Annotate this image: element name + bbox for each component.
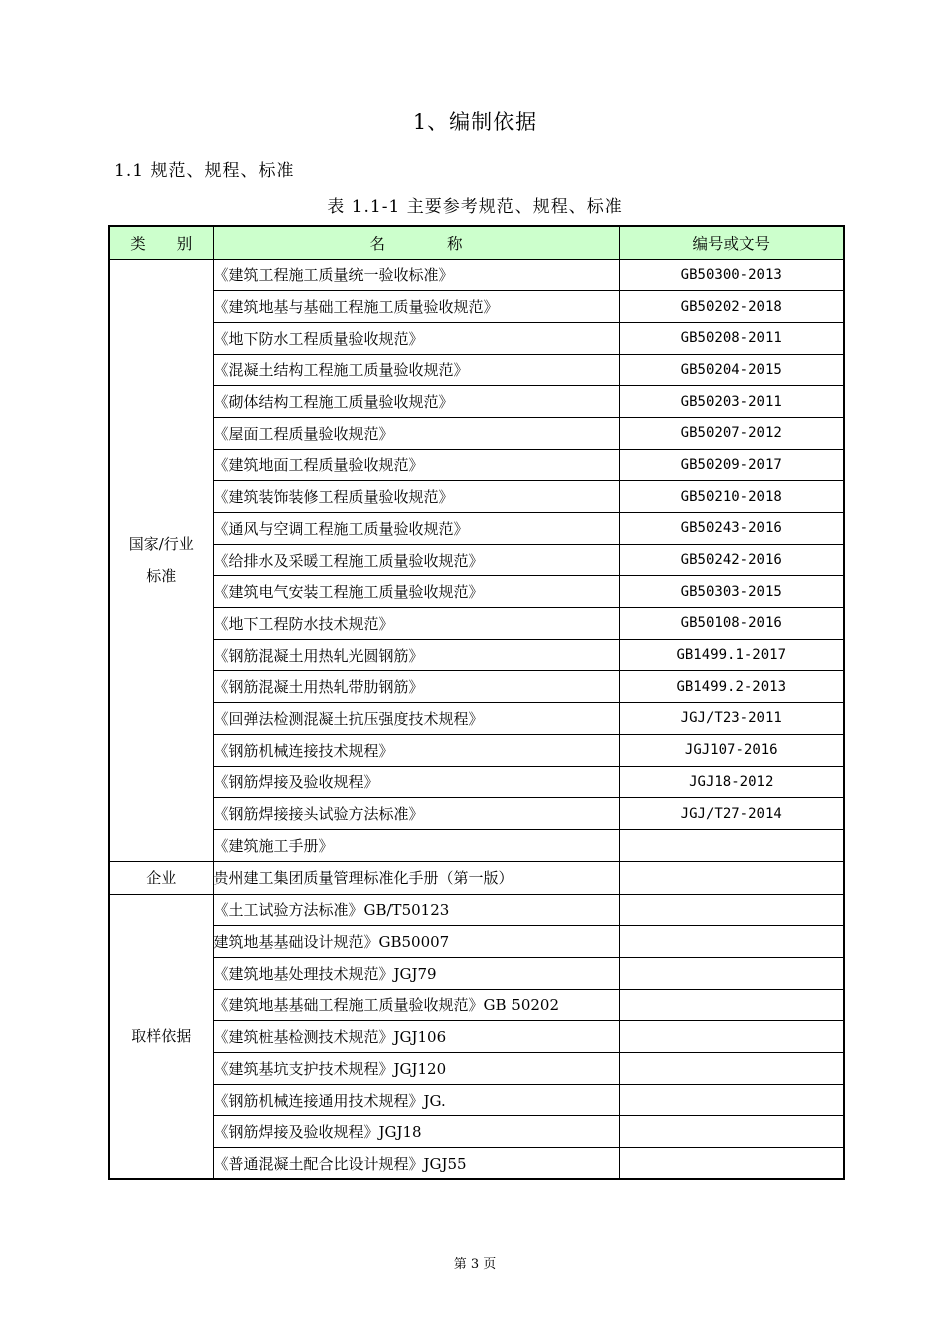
table-row: [109, 926, 844, 958]
table-row: [109, 259, 844, 291]
header-name: 名 称: [213, 226, 619, 259]
standard-name-cell: 贵州建工集团质量管理标准化手册（第一版）: [213, 861, 619, 894]
table-row: [109, 608, 844, 640]
table-row: [109, 703, 844, 735]
standard-name-cell: 《钢筋机械连接通用技术规程》JG.: [213, 1084, 619, 1116]
table-row: [109, 639, 844, 671]
table-row: [109, 1021, 844, 1053]
standard-name-cell: 《普通混凝土配合比设计规程》JGJ55: [213, 1148, 619, 1180]
standard-code-cell: GB50210-2018: [619, 481, 844, 513]
table-row: [109, 894, 844, 926]
standard-name-cell: 建筑地基基础设计规范》GB50007: [213, 926, 619, 958]
table-row: [109, 354, 844, 386]
standard-code-cell: GB50208-2011: [619, 322, 844, 354]
standard-code-cell: GB50300-2013: [619, 259, 844, 291]
table-row: [109, 291, 844, 323]
page-heading: 1、编制依据: [412, 110, 538, 134]
standard-name-cell: 《钢筋焊接及验收规程》: [213, 766, 619, 798]
standard-name-cell: 《建筑电气安装工程施工质量验收规范》: [213, 576, 619, 608]
table-row: [109, 449, 844, 481]
page-number: 第 3 页: [453, 1257, 497, 1272]
standard-name-cell: 《土工试验方法标准》GB/T50123: [213, 894, 619, 926]
table-row: [109, 829, 844, 861]
standard-code-cell: JGJ107-2016: [619, 734, 844, 766]
category-label: 国家/行业: [128, 535, 194, 554]
standard-code-cell: GB50202-2018: [619, 291, 844, 323]
table-header-row: [109, 226, 844, 259]
table-row: [109, 386, 844, 418]
standard-name-cell: 《钢筋机械连接技术规程》: [213, 734, 619, 766]
standard-code-cell: [619, 989, 844, 1021]
standard-code-cell: [619, 829, 844, 861]
standard-code-cell: GB50204-2015: [619, 354, 844, 386]
table-row: [109, 671, 844, 703]
standard-code-cell: JGJ18-2012: [619, 766, 844, 798]
standard-code-cell: [619, 1148, 844, 1180]
category-label: 取样依据: [131, 1027, 192, 1046]
table-row: [109, 989, 844, 1021]
standard-code-cell: GB50209-2017: [619, 449, 844, 481]
standard-code-cell: [619, 1021, 844, 1053]
table-row: [109, 481, 844, 513]
standard-name-cell: 《混凝土结构工程施工质量验收规范》: [213, 354, 619, 386]
table-row: [109, 766, 844, 798]
standard-name-cell: 《钢筋焊接接头试验方法标准》: [213, 798, 619, 830]
standard-name-cell: 《建筑工程施工质量统一验收标准》: [213, 259, 619, 291]
standard-code-cell: JGJ/T27-2014: [619, 798, 844, 830]
standard-code-cell: GB50108-2016: [619, 608, 844, 640]
standard-code-cell: [619, 861, 844, 894]
table-row: [109, 734, 844, 766]
header-category: 类 别: [109, 226, 213, 259]
standard-code-cell: GB50243-2016: [619, 513, 844, 545]
standard-name-cell: 《地下工程防水技术规范》: [213, 608, 619, 640]
standard-code-cell: [619, 1084, 844, 1116]
standard-name-cell: 《钢筋混凝土用热轧带肋钢筋》: [213, 671, 619, 703]
category-cell: [109, 894, 213, 1179]
header-code: 编号或文号: [619, 226, 844, 259]
standard-code-cell: [619, 926, 844, 958]
standard-code-cell: GB50207-2012: [619, 417, 844, 449]
standard-code-cell: GB50303-2015: [619, 576, 844, 608]
category-label: 企业: [146, 868, 177, 887]
standard-code-cell: JGJ/T23-2011: [619, 703, 844, 735]
table-row: [109, 576, 844, 608]
standard-name-cell: 《地下防水工程质量验收规范》: [213, 322, 619, 354]
standard-code-cell: [619, 957, 844, 989]
table-row: [109, 861, 844, 894]
standard-code-cell: [619, 894, 844, 926]
table-caption: 表 1.1-1 主要参考规范、规程、标准: [327, 197, 623, 217]
table-row: [109, 1116, 844, 1148]
standard-name-cell: 《回弹法检测混凝土抗压强度技术规程》: [213, 703, 619, 735]
table-row: [109, 957, 844, 989]
standard-code-cell: [619, 1116, 844, 1148]
table-body: [109, 259, 844, 1179]
standard-code-cell: GB50242-2016: [619, 544, 844, 576]
standard-code-cell: GB1499.1-2017: [619, 639, 844, 671]
table-row: [109, 544, 844, 576]
table-row: [109, 322, 844, 354]
standard-name-cell: 《建筑地面工程质量验收规范》: [213, 449, 619, 481]
standard-name-cell: 《建筑桩基检测技术规范》JGJ106: [213, 1021, 619, 1053]
standard-name-cell: 《通风与空调工程施工质量验收规范》: [213, 513, 619, 545]
table-row: [109, 1148, 844, 1180]
standard-name-cell: 《建筑地基基础工程施工质量验收规范》GB 50202: [213, 989, 619, 1021]
standard-name-cell: 《建筑地基与基础工程施工质量验收规范》: [213, 291, 619, 323]
reference-standards-table: [108, 225, 845, 1180]
section-heading: 1.1 规范、规程、标准: [114, 161, 295, 181]
standard-code-cell: GB1499.2-2013: [619, 671, 844, 703]
table-row: [109, 1084, 844, 1116]
table-row: [109, 513, 844, 545]
standard-name-cell: 《钢筋混凝土用热轧光圆钢筋》: [213, 639, 619, 671]
category-cell: [109, 861, 213, 894]
category-label: 标准: [146, 567, 177, 586]
standard-name-cell: 《建筑施工手册》: [213, 829, 619, 861]
standard-name-cell: 《砌体结构工程施工质量验收规范》: [213, 386, 619, 418]
standard-name-cell: 《钢筋焊接及验收规程》JGJ18: [213, 1116, 619, 1148]
standard-name-cell: 《给排水及采暖工程施工质量验收规范》: [213, 544, 619, 576]
standard-code-cell: [619, 1053, 844, 1085]
standard-name-cell: 《建筑装饰装修工程质量验收规范》: [213, 481, 619, 513]
table-row: [109, 417, 844, 449]
standard-name-cell: 《建筑基坑支护技术规程》JGJ120: [213, 1053, 619, 1085]
table-row: [109, 798, 844, 830]
standard-name-cell: 《建筑地基处理技术规范》JGJ79: [213, 957, 619, 989]
table-row: [109, 1053, 844, 1085]
standard-code-cell: GB50203-2011: [619, 386, 844, 418]
standard-name-cell: 《屋面工程质量验收规范》: [213, 417, 619, 449]
category-cell: [109, 259, 213, 861]
